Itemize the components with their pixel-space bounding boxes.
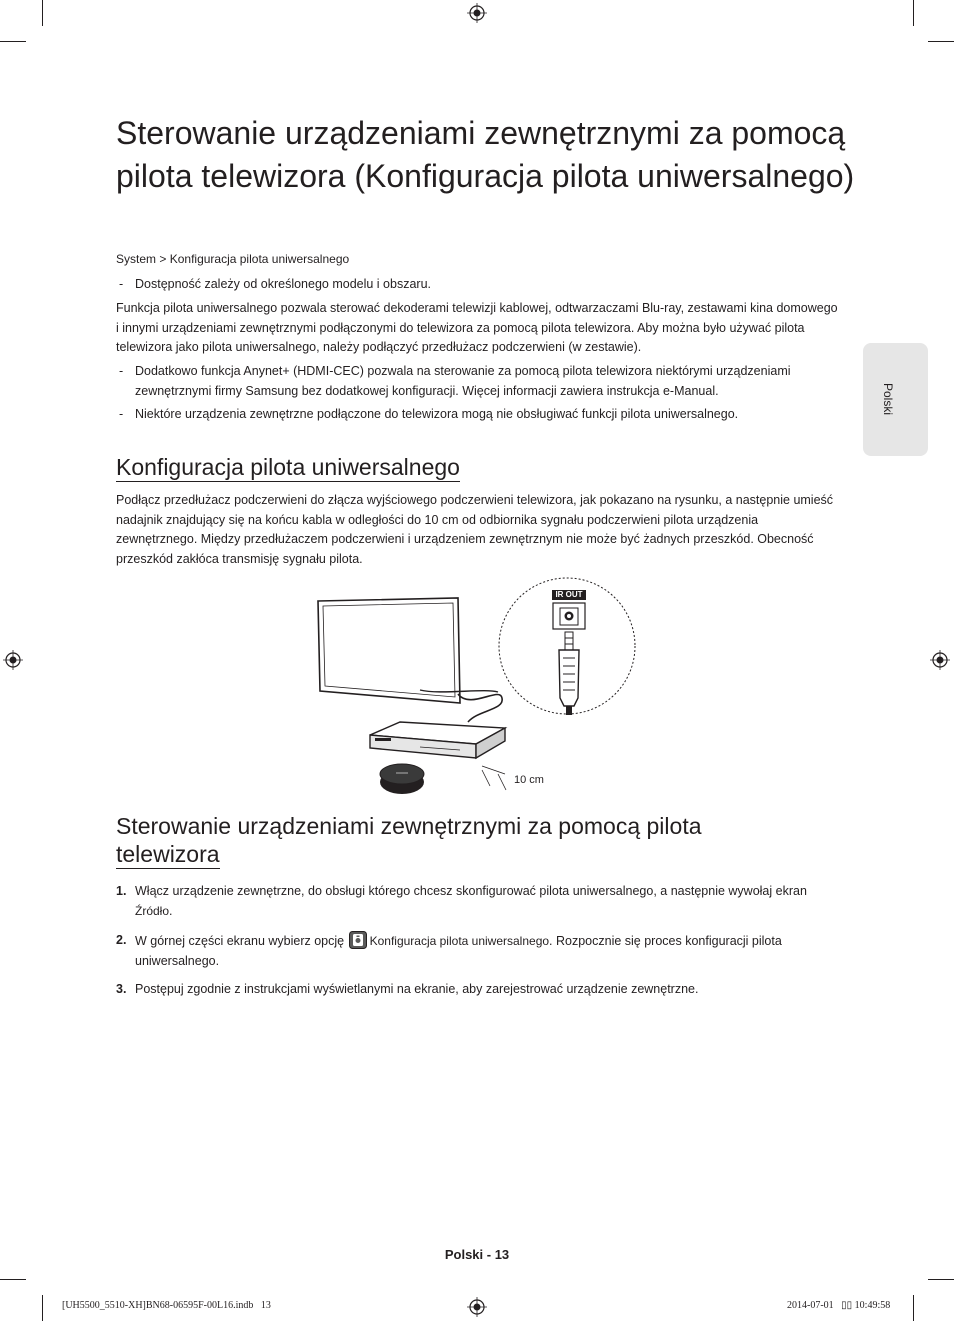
crop-mark	[42, 1295, 43, 1321]
registration-mark-icon	[930, 650, 950, 670]
language-side-tab-label: Polski	[881, 383, 895, 416]
source-menu-name: Źródło	[135, 903, 170, 918]
ir-out-port-label: IR OUT	[552, 590, 586, 600]
step-3: 3. Postępuj zgodnie z instrukcjami wyświetlanymi na ekranie, aby zarejestrować urządzenie zewnętrzne.	[116, 982, 699, 996]
step-1: 1. Włącz urządzenie zewnętrzne, do obsługi którego chcesz skonfigurować pilota uniwersalnego, a następnie wywołaj ekran Źródło.	[116, 884, 807, 918]
section-configuration-paragraph: Podłącz przedłużacz podczerwieni do złącza wyjściowego podczerwieni telewizora, jak pokazano na rysunku, a następnie umieść nadajnik znajdujący się na końcu kabla w odległości do 10 cm od odbiornika sygnału podczerwieni pilota urządzenia zewnętrznego. Między przedłużaczem podczerwieni i urządzeniem zewnętrznym nie może być żadnych przeszkód. Obecność przeszkód zakłóca transmisję sygnału pilota.	[116, 493, 834, 566]
menu-path-parent: System	[116, 252, 157, 266]
crop-mark	[0, 1279, 26, 1280]
note-availability: - Dostępność zależy od określonego modelu i obszaru.	[119, 277, 432, 291]
ir-extender-connection-figure	[300, 570, 650, 802]
crop-mark	[42, 0, 43, 26]
crop-mark	[913, 0, 914, 26]
note-anynet: - Dodatkowo funkcja Anynet+ (HDMI-CEC) pozwala na sterowanie za pomocą pilota telewizora niektórymi urządzeniami zewnętrznymi firmy Samsung bez dodatkowej konfiguracji. Więcej informacji zawiera instrukcja e-Manual.	[119, 364, 791, 398]
registration-mark-icon	[3, 650, 23, 670]
crop-mark	[0, 41, 26, 42]
menu-path-child: Konfiguracja pilota uniwersalnego	[169, 252, 350, 266]
menu-path-separator: >	[159, 252, 167, 266]
set-top-box-illustration	[370, 722, 505, 758]
tv-illustration	[318, 598, 460, 703]
universal-remote-option-name: Konfiguracja pilota uniwersalnego	[369, 934, 550, 948]
step-2: 2. W górnej części ekranu wybierz opcję Konfiguracja pilota uniwersalnego. Rozpocznie się proces konfiguracji pilota uniwersalnego.	[116, 933, 782, 968]
distance-label: 10 cm	[514, 774, 544, 786]
print-file-info: [UH5500_5510-XH]BN68-06595F-00L16.indb 13	[62, 1300, 271, 1311]
crop-mark	[913, 1295, 914, 1321]
language-side-tab	[863, 343, 928, 456]
crop-mark	[928, 1279, 954, 1280]
print-timestamp: 2014-07-01 ▯▯ 10:49:58	[787, 1300, 891, 1311]
ir-extender-illustration	[380, 764, 424, 794]
page-number: Polski - 13	[444, 1247, 510, 1262]
ir-out-port-illustration	[553, 603, 585, 629]
section-heading-configuration: Konfiguracja pilota uniwersalnego	[116, 454, 460, 480]
registration-mark-icon	[467, 3, 487, 23]
section-heading-control: Sterowanie urządzeniami zewnętrznymi za pomocą pilota telewizora	[116, 813, 702, 867]
note-compatibility: - Niektóre urządzenia zewnętrzne podłączone do telewizora mogą nie obsługiwać funkcji pilota uniwersalnego.	[119, 407, 739, 421]
menu-path	[116, 252, 349, 266]
page-title: Sterowanie urządzeniami zewnętrznymi za pomocą pilota telewizora (Konfiguracja pilota uniwersalnego)	[116, 115, 855, 194]
universal-remote-icon	[349, 931, 367, 949]
intro-paragraph: Funkcja pilota uniwersalnego pozwala sterować dekoderami telewizji kablowej, odtwarzaczami Blu-ray, zestawami kina domowego i innymi urządzeniami zewnętrznymi podłączonymi do telewizora za pomocą pilota telewizora. Aby można było używać pilota telewizora jako pilota uniwersalnego, należy podłączyć przedłużacz podczerwieni (w zestawie).	[116, 301, 838, 354]
crop-mark	[928, 41, 954, 42]
e-manual-link: e-Manual	[662, 383, 716, 398]
registration-mark-icon	[467, 1297, 487, 1317]
